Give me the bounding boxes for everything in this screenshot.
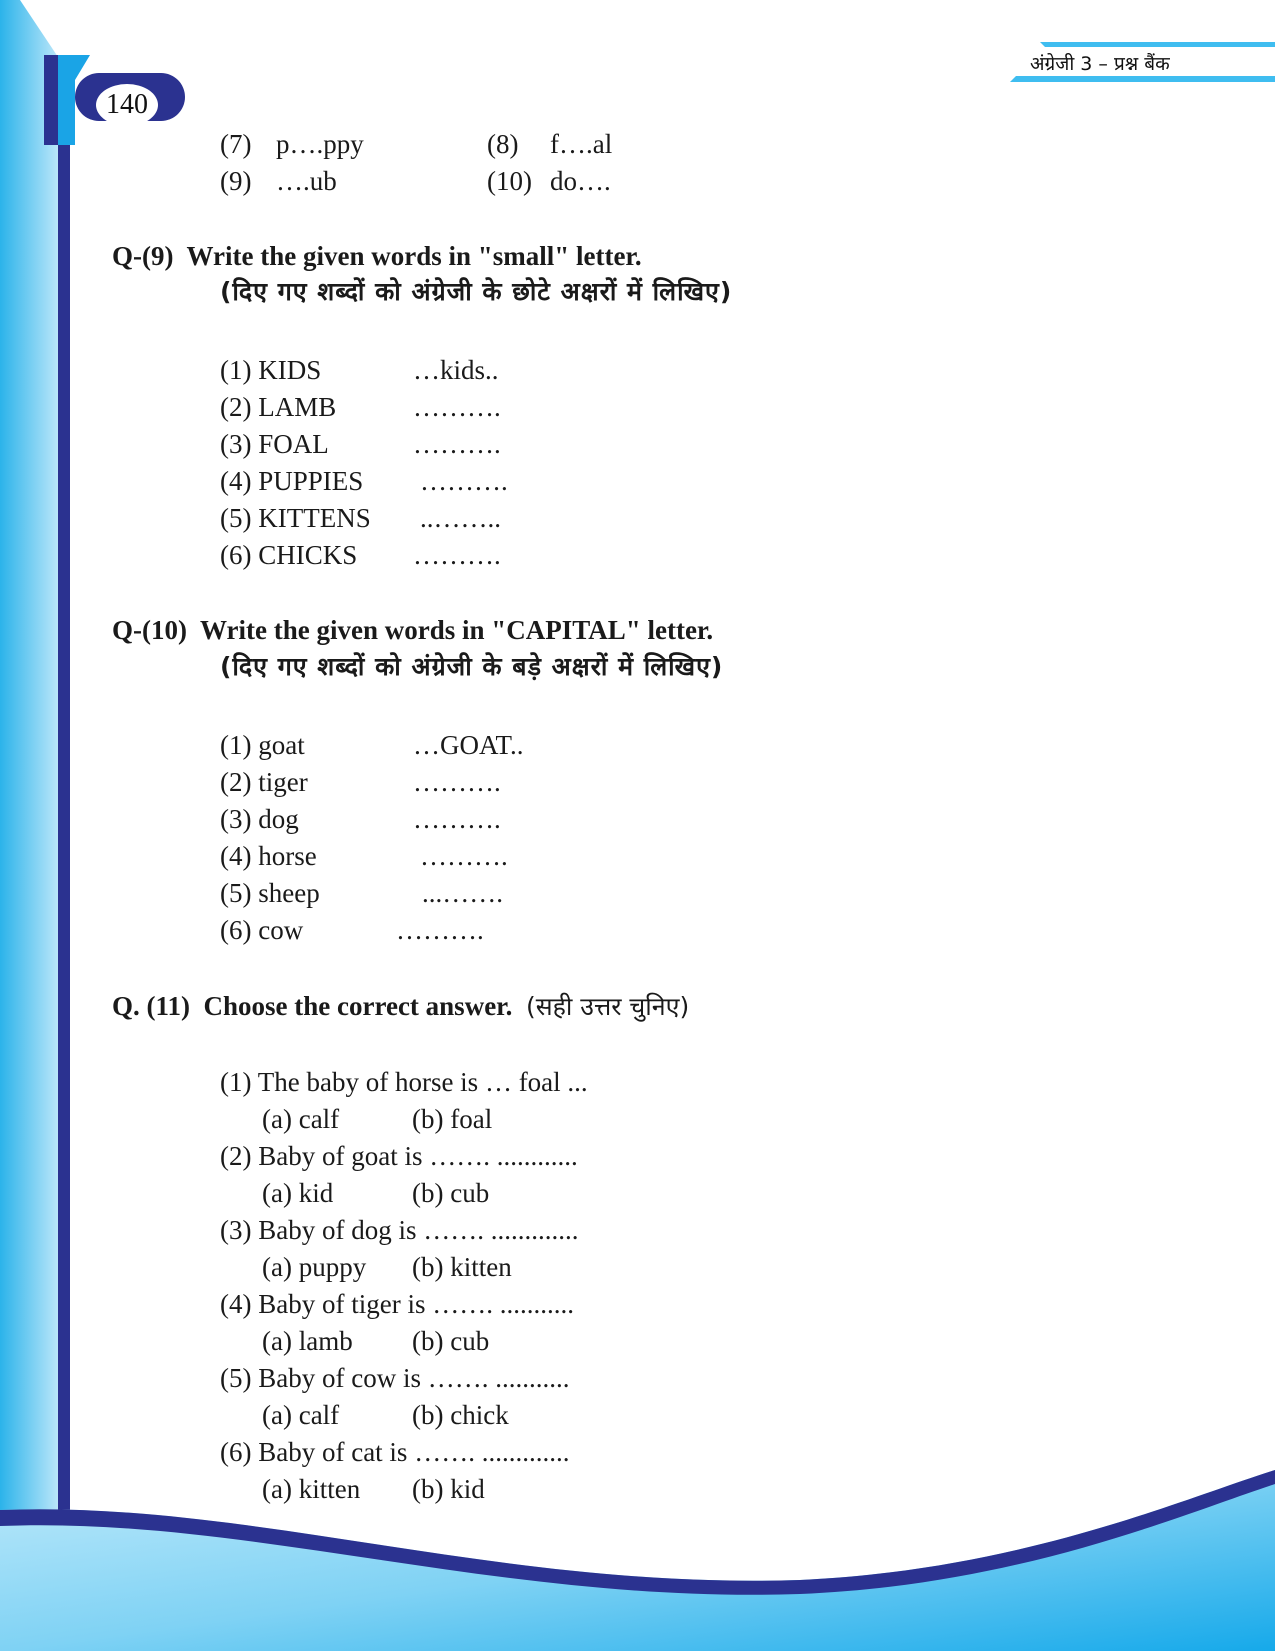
q9-title: Write the given words in "small" letter. <box>186 241 642 271</box>
q10-item-word: (2) tiger <box>220 767 308 797</box>
q11-option-a: (a) calf <box>262 1104 340 1134</box>
q11-question: (6) Baby of cat is ……. ............. <box>220 1437 570 1467</box>
book-title: अंग्रेजी 3 – प्रश्न बैंक <box>1030 53 1170 75</box>
q10-item-answer: …GOAT.. <box>413 730 524 760</box>
q10-item-answer: ………. <box>420 841 508 871</box>
q10-item-answer: ………. <box>396 915 484 945</box>
q10-item-answer: ………. <box>413 804 501 834</box>
page-number: 140 <box>96 84 158 126</box>
q11-label: Q. (11) <box>112 991 190 1021</box>
q11-option-b: (b) kitten <box>412 1252 512 1282</box>
q10-label: Q-(10) <box>112 615 187 645</box>
fill-item-word: ….ub <box>276 166 337 196</box>
fill-item-num: (8) <box>487 129 519 159</box>
q11-option-b: (b) foal <box>412 1104 493 1134</box>
q10-item-answer: ...……. <box>422 878 503 908</box>
fill-item-word: p….ppy <box>276 129 364 159</box>
q10-subtitle: (दिए गए शब्दों को अंग्रेजी के बड़े अक्षरों में लिखिए) <box>220 652 724 681</box>
q11-question: (5) Baby of cow is ……. ........... <box>220 1363 570 1393</box>
q10-item-word: (4) horse <box>220 841 317 871</box>
q10-item-word: (6) cow <box>220 915 304 945</box>
q11-option-a: (a) kitten <box>262 1474 361 1504</box>
q9-item-word: (4) PUPPIES <box>220 466 364 496</box>
q9-item-answer: ………. <box>413 429 501 459</box>
q11-question: (3) Baby of dog is ……. ............. <box>220 1215 579 1245</box>
q10-item-word: (1) goat <box>220 730 305 760</box>
q11-option-b: (b) cub <box>412 1326 490 1356</box>
fill-item-num: (10) <box>487 166 532 196</box>
q11-option-a: (a) puppy <box>262 1252 367 1282</box>
q11-option-a: (a) calf <box>262 1400 340 1430</box>
q9-item-word: (6) CHICKS <box>220 540 358 570</box>
q11-question: (4) Baby of tiger is ……. ........... <box>220 1289 574 1319</box>
q11-hindi: (सही उत्तर चुनिए) <box>525 992 690 1021</box>
q9-item-word: (3) FOAL <box>220 429 329 459</box>
q11-option-b: (b) cub <box>412 1178 490 1208</box>
q9-heading <box>112 240 642 272</box>
q11-question: (2) Baby of goat is ……. ............ <box>220 1141 578 1171</box>
fill-item-num: (7) <box>220 129 252 159</box>
fill-item-word: do…. <box>550 166 611 196</box>
q9-item-answer: ..…….. <box>420 503 501 533</box>
q11-title: Choose the correct answer. <box>203 991 513 1021</box>
fill-item-num: (9) <box>220 166 252 196</box>
q9-label: Q-(9) <box>112 241 174 271</box>
q11-heading <box>112 990 689 1023</box>
q11-option-b: (b) chick <box>412 1400 509 1430</box>
q9-item-answer: ………. <box>413 540 501 570</box>
q9-item-word: (2) LAMB <box>220 392 337 422</box>
q10-item-word: (5) sheep <box>220 878 320 908</box>
q9-item-answer: ………. <box>413 392 501 422</box>
q10-title: Write the given words in "CAPITAL" letter. <box>200 615 714 645</box>
q11-option-b: (b) kid <box>412 1474 485 1504</box>
q9-item-answer: ………. <box>420 466 508 496</box>
q9-item-word: (1) KIDS <box>220 355 322 385</box>
q10-item-word: (3) dog <box>220 804 299 834</box>
q10-item-answer: ………. <box>413 767 501 797</box>
fill-item-word: f….al <box>550 129 613 159</box>
q10-heading <box>112 614 713 646</box>
q11-option-a: (a) lamb <box>262 1326 353 1356</box>
q11-question: (1) The baby of horse is … foal ... <box>220 1067 588 1097</box>
q9-item-answer: …kids.. <box>413 355 499 385</box>
q11-option-a: (a) kid <box>262 1178 334 1208</box>
q9-subtitle: (दिए गए शब्दों को अंग्रेजी के छोटे अक्षरों में लिखिए) <box>220 277 733 306</box>
q9-item-word: (5) KITTENS <box>220 503 371 533</box>
